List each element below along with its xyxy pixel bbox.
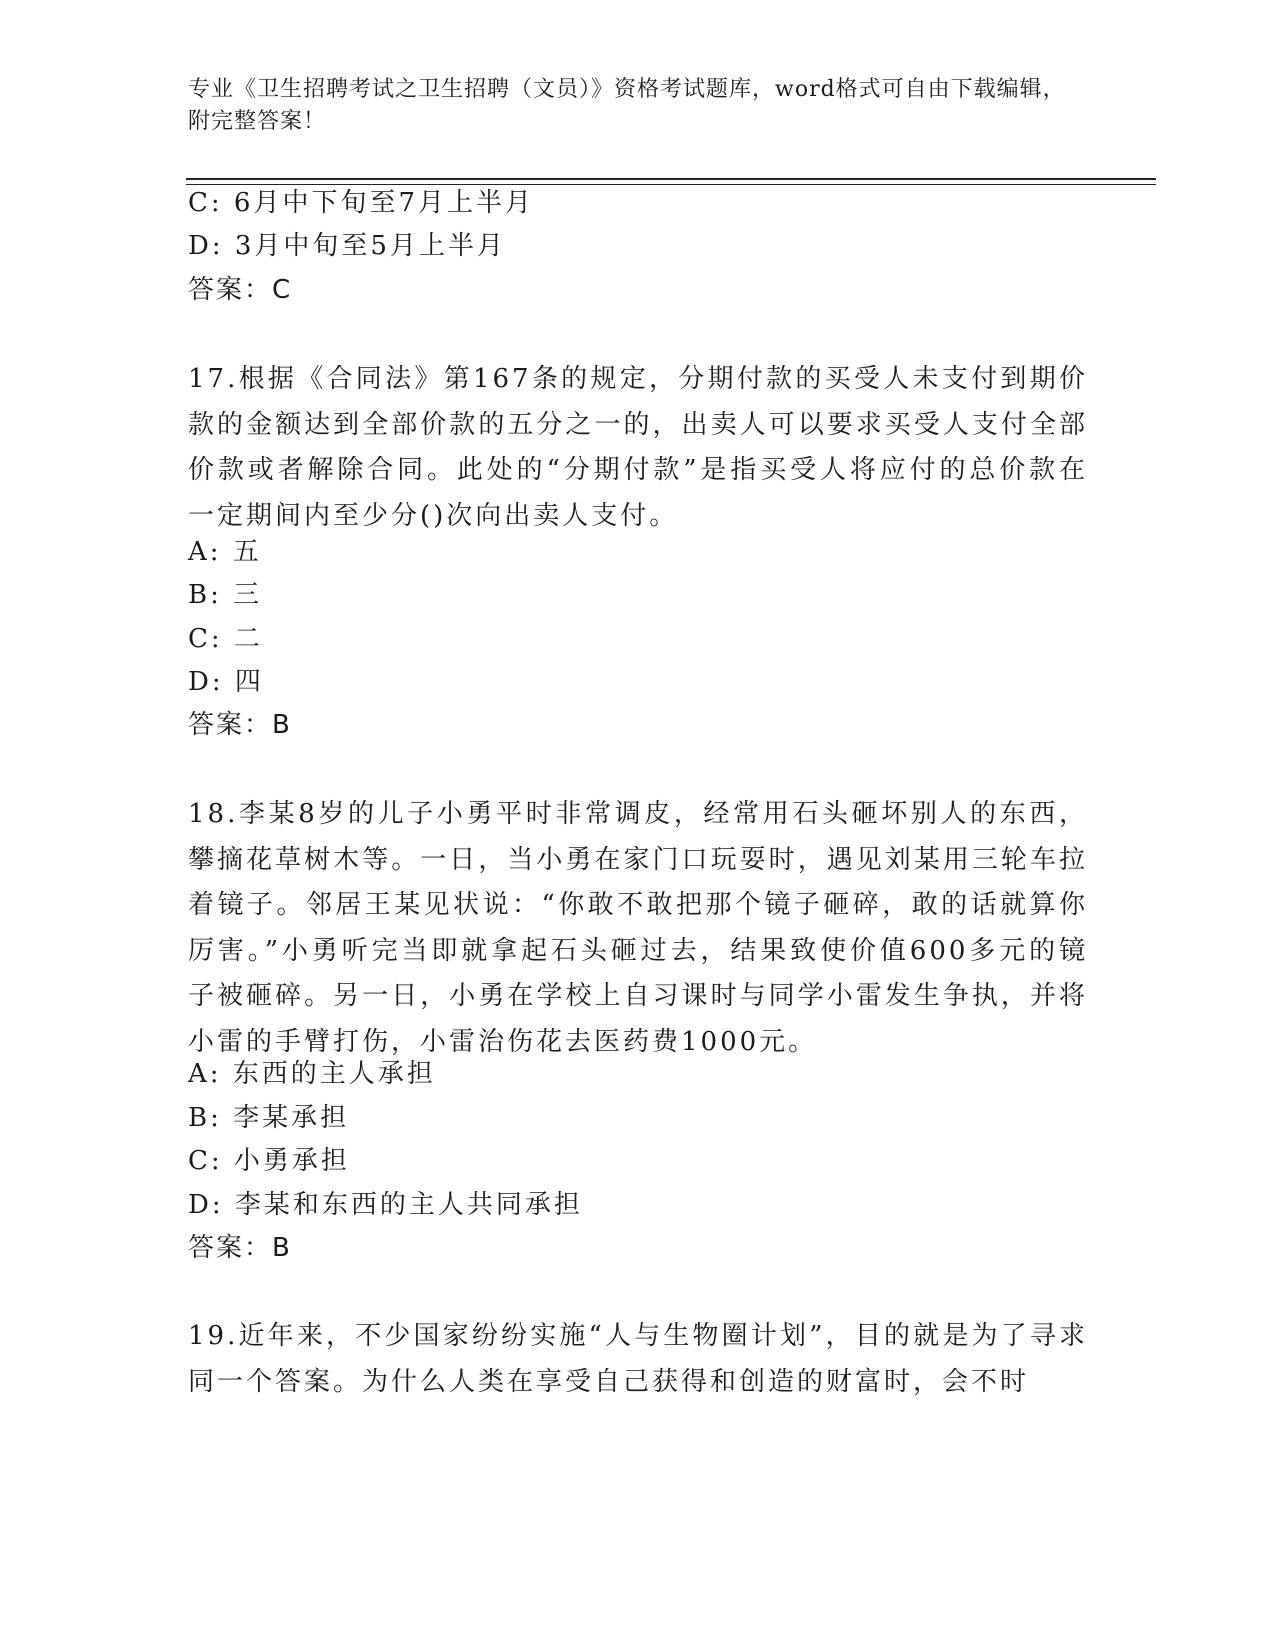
question-18-text: 18.李某8岁的儿子小勇平时非常调皮，经常用石头砸坏别人的东西，攀摘花草树木等。一日，当小勇在家门口玩耍时，遇见刘某用三轮车拉着镜子。邻居王某见状说：“你敢不敢把那个镜子砸碎，敢的话就算你厉害。”小勇听完当即就拿起石头砸过去，结果致使价值600多元的镜子被砸碎。另一日，小勇在学校上自习课时与同学小雷发生争执，并将小雷的手臂打伤，小雷治伤花去医药费1000元。 (188, 799, 1088, 1057)
question-18-option-a: A: 东西的主人承担 (188, 1059, 436, 1089)
question-17-answer: 答案：B (188, 710, 292, 740)
question-18-answer: 答案：B (188, 1233, 292, 1263)
header-rule-thin (186, 184, 1156, 185)
question-19-text: 19.近年来，不少国家纷纷实施“人与生物圈计划”，目的就是为了寻求同一个答案。为什么人类在享受自己获得和创造的财富时，会不时 (188, 1321, 1088, 1397)
question-17-option-b: B: 三 (188, 580, 263, 610)
answer-prev: 答案：C (188, 275, 293, 305)
question-18-option-d: D: 李某和东西的主人共同承担 (188, 1190, 583, 1220)
question-18-option-c: C: 小勇承担 (188, 1146, 350, 1176)
header-rule-thick (186, 178, 1156, 180)
question-18-option-b: B: 李某承担 (188, 1103, 350, 1133)
option-c-prev: C: 6月中下旬至7月上半月 (188, 188, 535, 218)
question-17-text: 17.根据《合同法》第167条的规定，分期付款的买受人未支付到期价款的金额达到全部价款的五分之一的，出卖人可以要求买受人支付全部价款或者解除合同。此处的“分期付款”是指买受人将应付的总价款在一定期间内至少分()次向出卖人支付。 (188, 364, 1088, 531)
question-17-option-d: D: 四 (188, 667, 264, 697)
question-17-option-a: A: 五 (188, 537, 262, 567)
document-header: 专业《卫生招聘考试之卫生招聘（文员）》资格考试题库，word格式可自由下载编辑，附完整答案！ (188, 77, 1066, 134)
option-d-prev: D: 3月中旬至5月上半月 (188, 231, 506, 261)
question-17-option-c: C: 二 (188, 624, 263, 654)
